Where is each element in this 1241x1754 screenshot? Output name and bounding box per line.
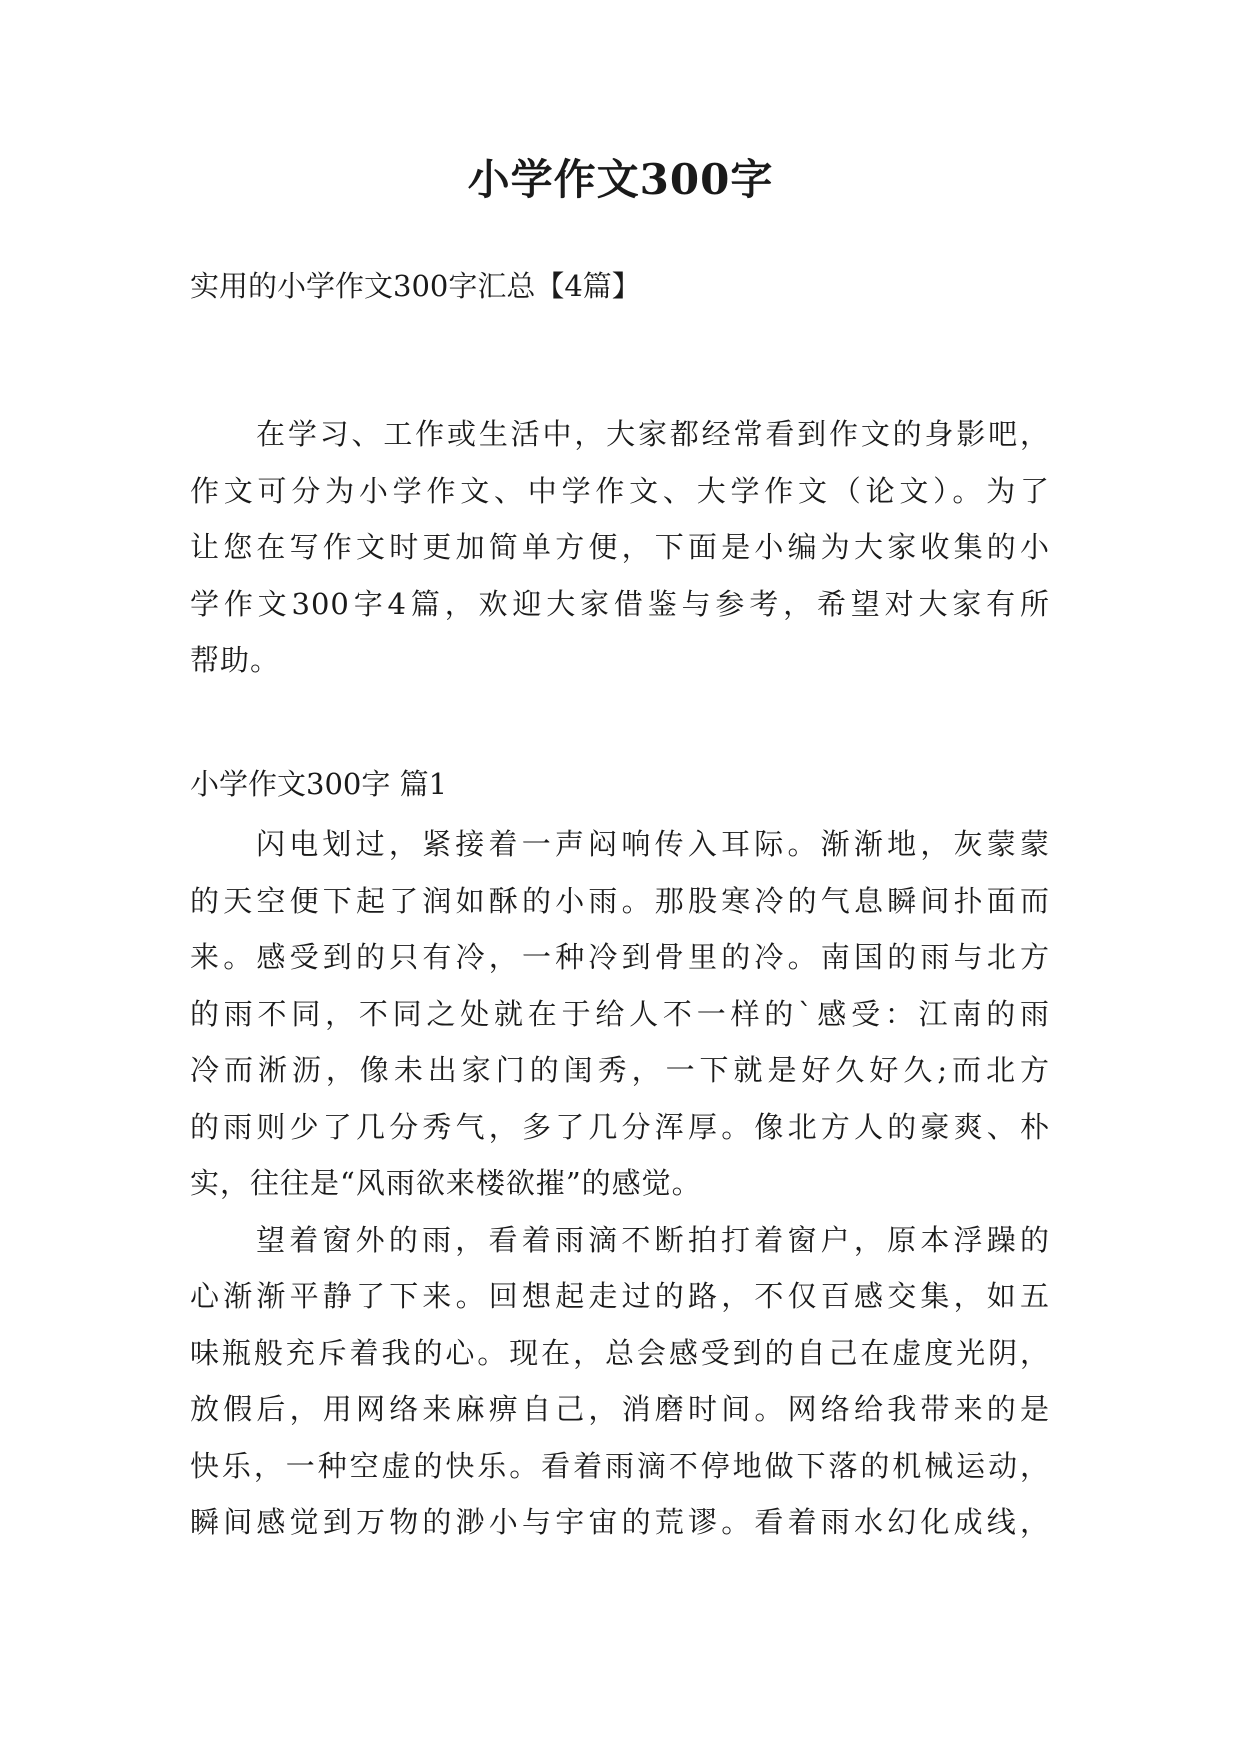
intro-line: 在学习、工作或生活中，大家都经常看到作文的身影吧， xyxy=(256,417,1050,451)
essay-section-1 xyxy=(190,760,1050,1551)
section-heading: 小学作文300字 篇1 xyxy=(190,767,448,801)
paragraph-line: 闪电划过，紧接着一声闷响传入耳际。渐渐地，灰蒙蒙 xyxy=(256,827,1050,861)
essay-paragraph-2 xyxy=(190,1212,1050,1551)
intro-paragraph xyxy=(190,406,1050,689)
paragraph-line: 的天空便下起了润如酥的小雨。那股寒冷的气息瞬间扑面而 xyxy=(190,883,1050,918)
paragraph-line: 来。感受到的只有冷，一种冷到骨里的冷。南国的雨与北方 xyxy=(190,940,1050,974)
intro-line: 帮助。 xyxy=(190,643,281,677)
paragraph-line: 放假后，用网络来麻痹自己，消磨时间。网络给我带来的是 xyxy=(190,1392,1050,1426)
paragraph-line: 快乐，一种空虚的快乐。看着雨滴不停地做下落的机械运动， xyxy=(190,1448,1050,1483)
paragraph-line: 心渐渐平静了下来。回想起走过的路，不仅百感交集，如五 xyxy=(190,1279,1050,1313)
document-title: 小学作文300字 xyxy=(467,155,774,204)
paragraph-line: 的雨不同，不同之处就在于给人不一样的`感受：江南的雨 xyxy=(190,996,1050,1031)
document-subtitle: 实用的小学作文300字汇总【4篇】 xyxy=(190,269,641,303)
paragraph-line: 瞬间感觉到万物的渺小与宇宙的荒谬。看着雨水幻化成线， xyxy=(190,1505,1050,1539)
paragraph-line: 实，往往是“风雨欲来楼欲摧”的感觉。 xyxy=(190,1166,702,1200)
paragraph-line: 望着窗外的雨，看着雨滴不断拍打着窗户，原本浮躁的 xyxy=(256,1222,1050,1257)
intro-line: 作文可分为小学作文、中学作文、大学作文（论文）。为了 xyxy=(190,473,1050,508)
intro-line: 学作文300字4篇，欢迎大家借鉴与参考，希望对大家有所 xyxy=(190,586,1050,621)
paragraph-line: 味瓶般充斥着我的心。现在，总会感受到的自己在虚度光阴， xyxy=(190,1335,1050,1370)
paragraph-line: 的雨则少了几分秀气，多了几分浑厚。像北方人的豪爽、朴 xyxy=(190,1109,1050,1144)
paragraph-line: 冷而淅沥，像未出家门的闺秀，一下就是好久好久;而北方 xyxy=(190,1053,1050,1087)
intro-text xyxy=(190,406,1050,689)
intro-line: 让您在写作文时更加简单方便，下面是小编为大家收集的小 xyxy=(190,530,1050,564)
essay-paragraph-1 xyxy=(190,816,1050,1212)
